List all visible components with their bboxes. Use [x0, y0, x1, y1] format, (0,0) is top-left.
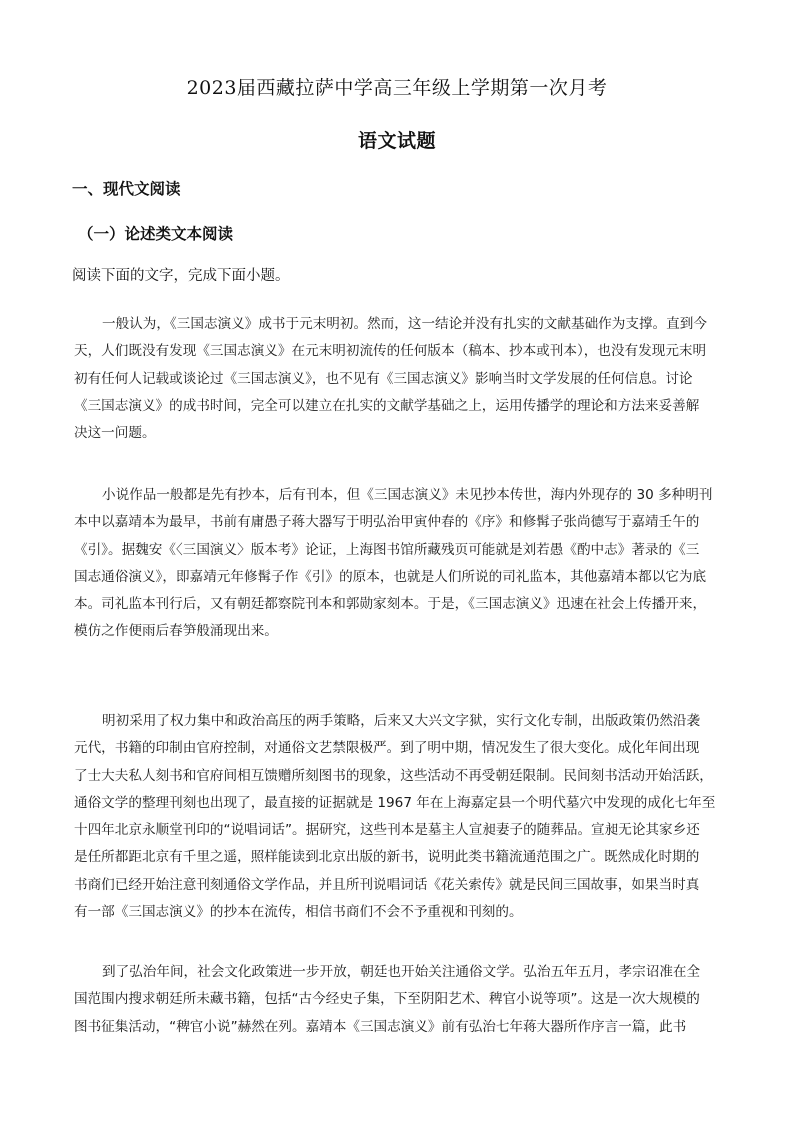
paragraph-3 — [74, 708, 722, 926]
paragraph-line: 本。司礼监本刊行后，又有朝廷都察院刊本和郭勋家刻本。于是，《三国志演义》迅速在社会上传播开来， — [74, 596, 707, 613]
paragraph-line: 图书征集活动，“稗官小说”赫然在列。嘉靖本《三国志演义》前有弘治七年蒋大器所作序言一篇，此书 — [74, 1018, 687, 1035]
section-heading: 一、现代文阅读 — [72, 179, 181, 198]
instruction-text: 阅读下面的文字，完成下面小题。 — [72, 268, 290, 284]
paragraph-line: 一般认为，《三国志演义》成书于元末明初。然而，这一结论并没有扎实的文献基础作为支撑。直到今 — [102, 316, 707, 332]
paragraph-2 — [74, 482, 722, 646]
paragraph-line: 有一部《三国志演义》的抄本在流传，相信书商们不会不予重视和刊刻的。 — [74, 904, 523, 921]
paragraph-line: 国志通俗演义》，即嘉靖元年修髯子作《引》的原本，也就是人们所说的司礼监本，其他嘉靖本都以它为底 — [74, 568, 707, 585]
paragraph-line: 是任所都距北京有千里之遥，照样能读到北京出版的新书，说明此类书籍流通范围之广。既然成化时期的 — [74, 849, 700, 866]
paragraph-line: 国范围内搜求朝廷所未藏书籍，包括“古今经史子集，下至阴阳艺术、稗官小说等项”。这是一次大规模的 — [74, 991, 700, 1008]
paragraph-line: 本中以嘉靖本为最早，书前有庸愚子蒋大器写于明弘治甲寅仲春的《序》和修髯子张尚德写于嘉靖壬午的 — [74, 514, 700, 531]
subsection-heading: （一）论述类文本阅读 — [78, 224, 234, 243]
paragraph-line: 天，人们既没有发现《三国志演义》在元末明初流传的任何版本（稿本、抄本或刊本），也没有发现元末明 — [74, 343, 707, 360]
document-title: 2023届西藏拉萨中学高三年级上学期第一次月考 — [186, 77, 608, 99]
paragraph-line: 决这一问题。 — [74, 425, 156, 442]
paragraph-line: 书商们已经开始注意刊刻通俗文学作品，并且所刊说唱词话《花关索传》就是民间三国故事，如果当时真 — [74, 876, 700, 893]
paragraph-1 — [74, 311, 722, 447]
paragraph-line: 明初采用了权力集中和政治高压的两手策略，后来又大兴文字狱，实行文化专制，出版政策仍然沿袭 — [102, 713, 701, 729]
paragraph-4 — [74, 959, 722, 1041]
paragraph-line: 十四年北京永顺堂刊印的“说唱词话”。据研究，这些刊本是墓主人宣昶妻子的随葬品。宣昶无论其家乡还 — [74, 822, 700, 839]
paragraph-line: 初有任何人记载或谈论过《三国志演义》，也不见有《三国志演义》影响当时文学发展的任何信息。讨论 — [74, 370, 693, 387]
paragraph-line: 到了弘治年间，社会文化政策进一步开放，朝廷也开始关注通俗文学。弘治五年五月，孝宗诏准在全 — [102, 964, 701, 980]
paragraph-line: 《引》。据魏安《〈三国演义〉版本考》论证，上海图书馆所藏残页可能就是刘若愚《酌中志》著录的《三 — [74, 541, 700, 558]
paragraph-line: 了士大夫私人刻书和官府间相互馈赠所刻图书的现象，这些活动不再受朝廷限制。民间刻书活动开始活跃， — [74, 767, 713, 784]
paragraph-line: 《三国志演义》的成书时间，完全可以建立在扎实的文献学基础之上，运用传播学的理论和方法来妥善解 — [74, 397, 700, 414]
paragraph-line: 通俗文学的整理刊刻也出现了，最直接的证据就是 1967 年在上海嘉定县一个明代墓穴中发现的成化七年至 — [74, 794, 716, 811]
paragraph-line: 模仿之作便雨后春笋般涌现出来。 — [74, 623, 278, 640]
paragraph-line: 元代，书籍的印制由官府控制，对通俗文艺禁限极严。到了明中期，情况发生了很大变化。成化年间出现 — [74, 740, 700, 757]
paragraph-line: 小说作品一般都是先有抄本，后有刊本，但《三国志演义》未见抄本传世，海内外现存的 30 多种明刊 — [102, 487, 713, 503]
document-subtitle: 语文试题 — [357, 130, 436, 152]
